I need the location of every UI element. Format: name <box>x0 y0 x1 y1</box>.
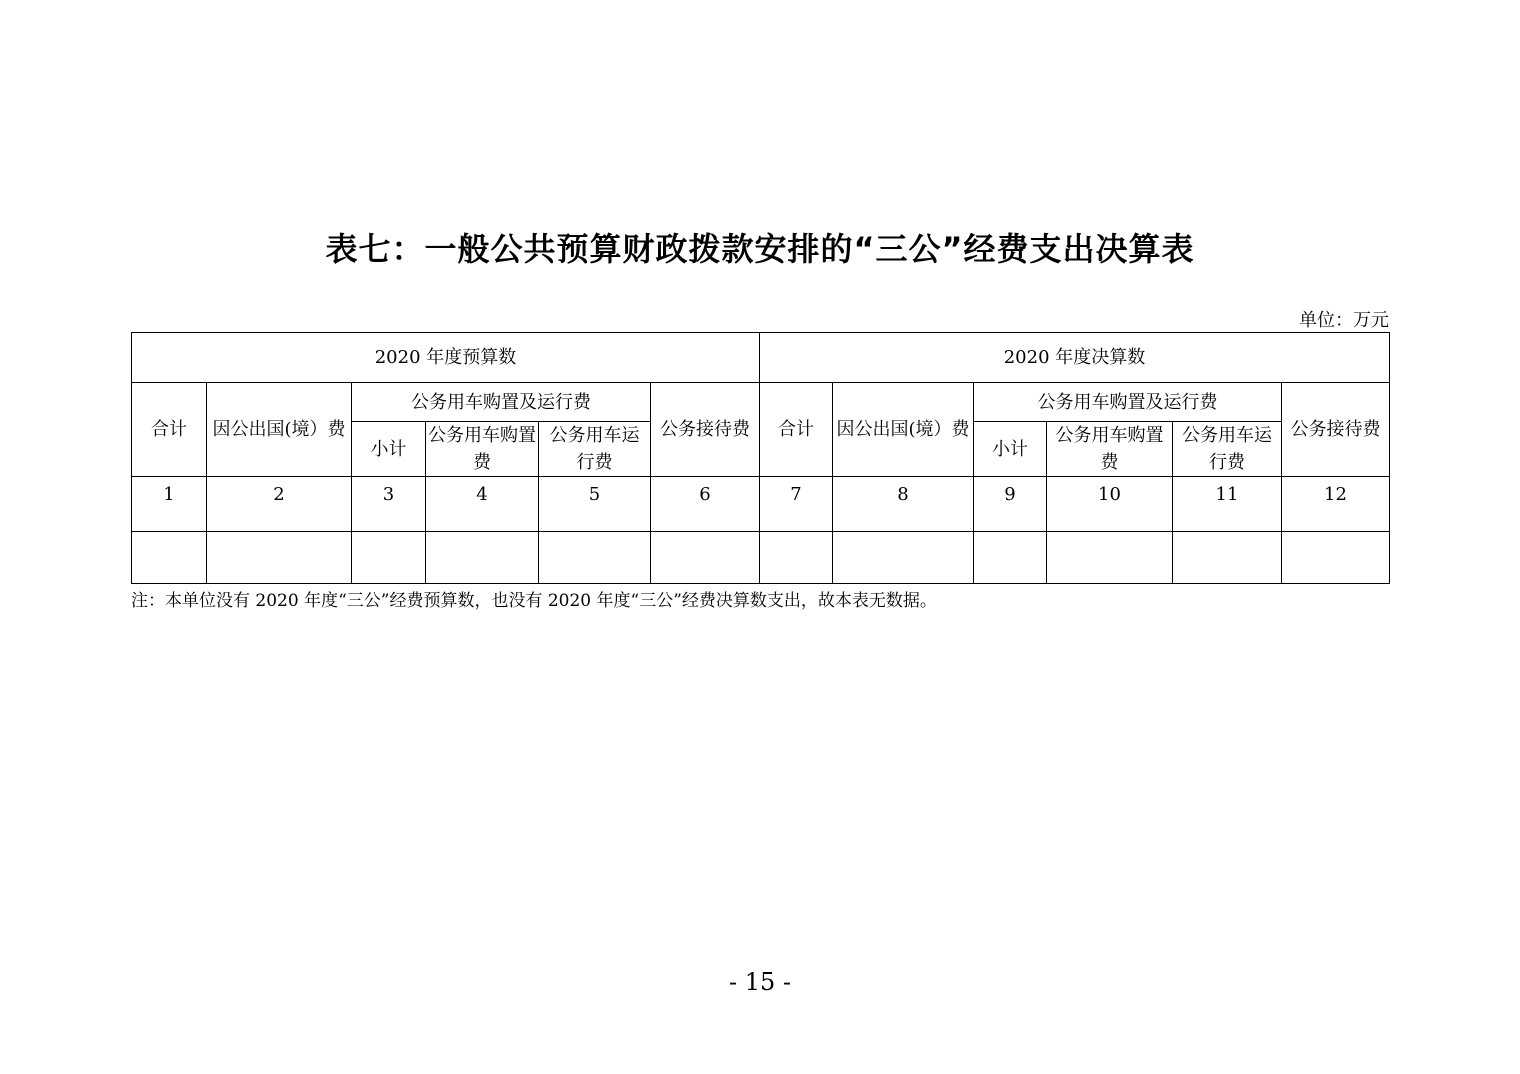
budget-abroad-header: 因公出国(境）费 <box>207 383 352 477</box>
data-cell <box>1047 532 1173 584</box>
column-number: 9 <box>974 477 1047 532</box>
page-title: 表七：一般公共预算财政拨款安排的“三公”经费支出决算表 <box>325 230 1195 268</box>
column-number: 5 <box>539 477 651 532</box>
budget-vehicle-header: 公务用车购置及运行费 <box>352 383 651 422</box>
table-header-row <box>132 383 1390 422</box>
column-number: 4 <box>426 477 539 532</box>
budget-total-header: 合计 <box>132 383 207 477</box>
column-number: 1 <box>132 477 207 532</box>
column-number: 3 <box>352 477 426 532</box>
data-cell <box>651 532 760 584</box>
final-vehicle-header: 公务用车购置及运行费 <box>974 383 1282 422</box>
final-purchase-header: 公务用车购置费 <box>1047 422 1173 477</box>
column-number: 7 <box>760 477 833 532</box>
column-number: 12 <box>1282 477 1390 532</box>
data-cell <box>207 532 352 584</box>
final-total-header: 合计 <box>760 383 833 477</box>
data-cell <box>132 532 207 584</box>
final-abroad-header: 因公出国(境）费 <box>833 383 974 477</box>
column-number: 8 <box>833 477 974 532</box>
data-cell <box>760 532 833 584</box>
page-number: - 15 - <box>728 968 791 996</box>
final-reception-header: 公务接待费 <box>1282 383 1390 477</box>
budget-operation-header: 公务用车运行费 <box>539 422 651 477</box>
final-subtotal-header: 小计 <box>974 422 1047 477</box>
data-cell <box>426 532 539 584</box>
budget-subtotal-header: 小计 <box>352 422 426 477</box>
column-number: 6 <box>651 477 760 532</box>
data-cell <box>352 532 426 584</box>
data-cell <box>833 532 974 584</box>
data-cell <box>1282 532 1390 584</box>
final-header: 2020 年度决算数 <box>760 333 1390 383</box>
column-number: 2 <box>207 477 352 532</box>
final-operation-header: 公务用车运行费 <box>1173 422 1282 477</box>
unit-label: 单位：万元 <box>1299 310 1389 331</box>
table-row <box>132 532 1390 584</box>
data-cell <box>539 532 651 584</box>
three-public-expenses-table <box>131 332 1390 584</box>
table-header-row <box>132 333 1390 383</box>
column-number: 10 <box>1047 477 1173 532</box>
budget-reception-header: 公务接待费 <box>651 383 760 477</box>
budget-header: 2020 年度预算数 <box>132 333 760 383</box>
data-cell <box>1173 532 1282 584</box>
budget-purchase-header: 公务用车购置费 <box>426 422 539 477</box>
column-number-row <box>132 477 1390 532</box>
column-number: 11 <box>1173 477 1282 532</box>
data-cell <box>974 532 1047 584</box>
table-note: 注：本单位没有 2020 年度“三公”经费预算数，也没有 2020 年度“三公”经费决算数支出，故本表无数据。 <box>131 591 937 611</box>
